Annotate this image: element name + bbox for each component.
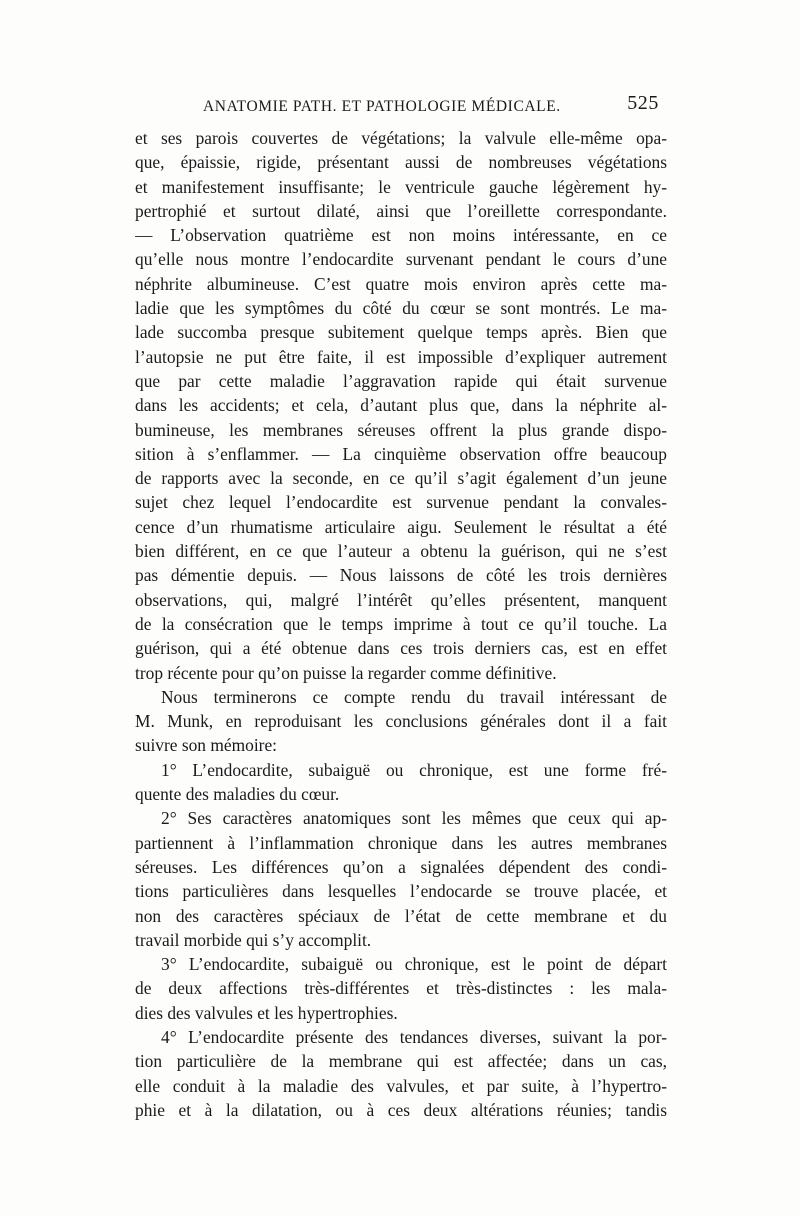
text-line: qu’elle nous montre l’endocardite survenant pendant le cours d’une	[135, 249, 667, 270]
text-line: 3° L’endocardite, subaiguë ou chronique, est le point de départ	[161, 954, 667, 975]
text-line: et manifestement insuffisante; le ventricule gauche légèrement hy-	[135, 176, 667, 197]
text-line: de rapports avec la seconde, en ce qu’il s’agit également d’un jeune	[135, 468, 667, 489]
text-line: M. Munk, en reproduisant les conclusions générales dont il a fait	[135, 711, 667, 732]
text-line: tion particulière de la membrane qui est affectée; dans un cas,	[135, 1051, 667, 1072]
text-line: observations, qui, malgré l’intérêt qu’elles présentent, manquent	[135, 589, 667, 610]
text-line: sujet chez lequel l’endocardite est survenue pendant la convales-	[135, 492, 667, 513]
running-title: ANATOMIE PATH. ET PATHOLOGIE MÉDICALE.	[203, 98, 561, 115]
text-line: néphrite albumineuse. C’est quatre mois environ après cette ma-	[135, 273, 667, 294]
text-line: et ses parois couvertes de végétations; la valvule elle-même opa-	[135, 128, 667, 148]
text-line: que, épaissie, rigide, présentant aussi de nombreuses végétations	[135, 152, 667, 173]
text-line: suivre son mémoire:	[135, 735, 277, 756]
text-line: quente des maladies du cœur.	[135, 784, 340, 805]
text-line: 2° Ses caractères anatomiques sont les mêmes que ceux qui ap-	[161, 808, 667, 829]
page-number: 525	[627, 92, 659, 114]
text-line: sition à s’enflammer. — La cinquième observation offre beaucoup	[135, 443, 667, 464]
page-header	[135, 92, 665, 122]
text-line: lade succomba presque subitement quelque temps après. Bien que	[135, 322, 667, 343]
text-line: non des caractères spéciaux de l’état de cette membrane et du	[135, 905, 667, 926]
text-line: pas démentie depuis. — Nous laissons de côté les trois dernières	[135, 565, 667, 586]
text-line: bien différent, en ce que l’auteur a obtenu la guérison, qui ne s’est	[135, 541, 667, 562]
text-line: 1° L’endocardite, subaiguë ou chronique, est une forme fré-	[161, 759, 667, 780]
text-line: de la consécration que le temps imprime à tout ce qu’il touche. La	[135, 613, 667, 634]
text-line: ladie que les symptômes du côté du cœur se sont montrés. Le ma-	[135, 298, 667, 319]
text-line: l’autopsie ne put être faite, il est impossible d’expliquer autrement	[135, 346, 667, 367]
text-line: — L’observation quatrième est non moins intéressante, en ce	[135, 225, 667, 246]
text-line: Nous terminerons ce compte rendu du travail intéressant de	[161, 686, 667, 707]
text-line: de deux affections très-différentes et très-distinctes : les mala-	[135, 978, 667, 999]
text-line: dies des valvules et les hypertrophies.	[135, 1002, 398, 1023]
text-line: dans les accidents; et cela, d’autant plus que, dans la néphrite al-	[135, 395, 667, 416]
text-line: trop récente pour qu’on puisse la regarder comme définitive.	[135, 662, 557, 683]
body-text	[135, 126, 667, 1122]
text-line: cence d’un rhumatisme articulaire aigu. Seulement le résultat a été	[135, 516, 667, 537]
text-line: séreuses. Les différences qu’on a signalées dépendent des condi-	[135, 856, 667, 877]
text-line: travail morbide qui s’y accomplit.	[135, 929, 372, 950]
text-line: bumineuse, les membranes séreuses offrent la plus grande dispo-	[135, 419, 667, 440]
text-line: partiennent à l’inflammation chronique dans les autres membranes	[135, 832, 667, 853]
text-line: pertrophié et surtout dilaté, ainsi que l’oreillette correspondante.	[135, 200, 667, 221]
text-line: que par cette maladie l’aggravation rapide qui était survenue	[135, 370, 667, 391]
text-line: guérison, qui a été obtenue dans ces trois derniers cas, est en effet	[135, 638, 667, 659]
text-line: 4° L’endocardite présente des tendances diverses, suivant la por-	[161, 1026, 667, 1047]
text-line: elle conduit à la maladie des valvules, et par suite, à l’hypertro-	[135, 1075, 667, 1096]
text-line: phie et à la dilatation, ou à ces deux altérations réunies; tandis	[135, 1099, 667, 1120]
text-line: tions particulières dans lesquelles l’endocarde se trouve placée, et	[135, 881, 667, 902]
